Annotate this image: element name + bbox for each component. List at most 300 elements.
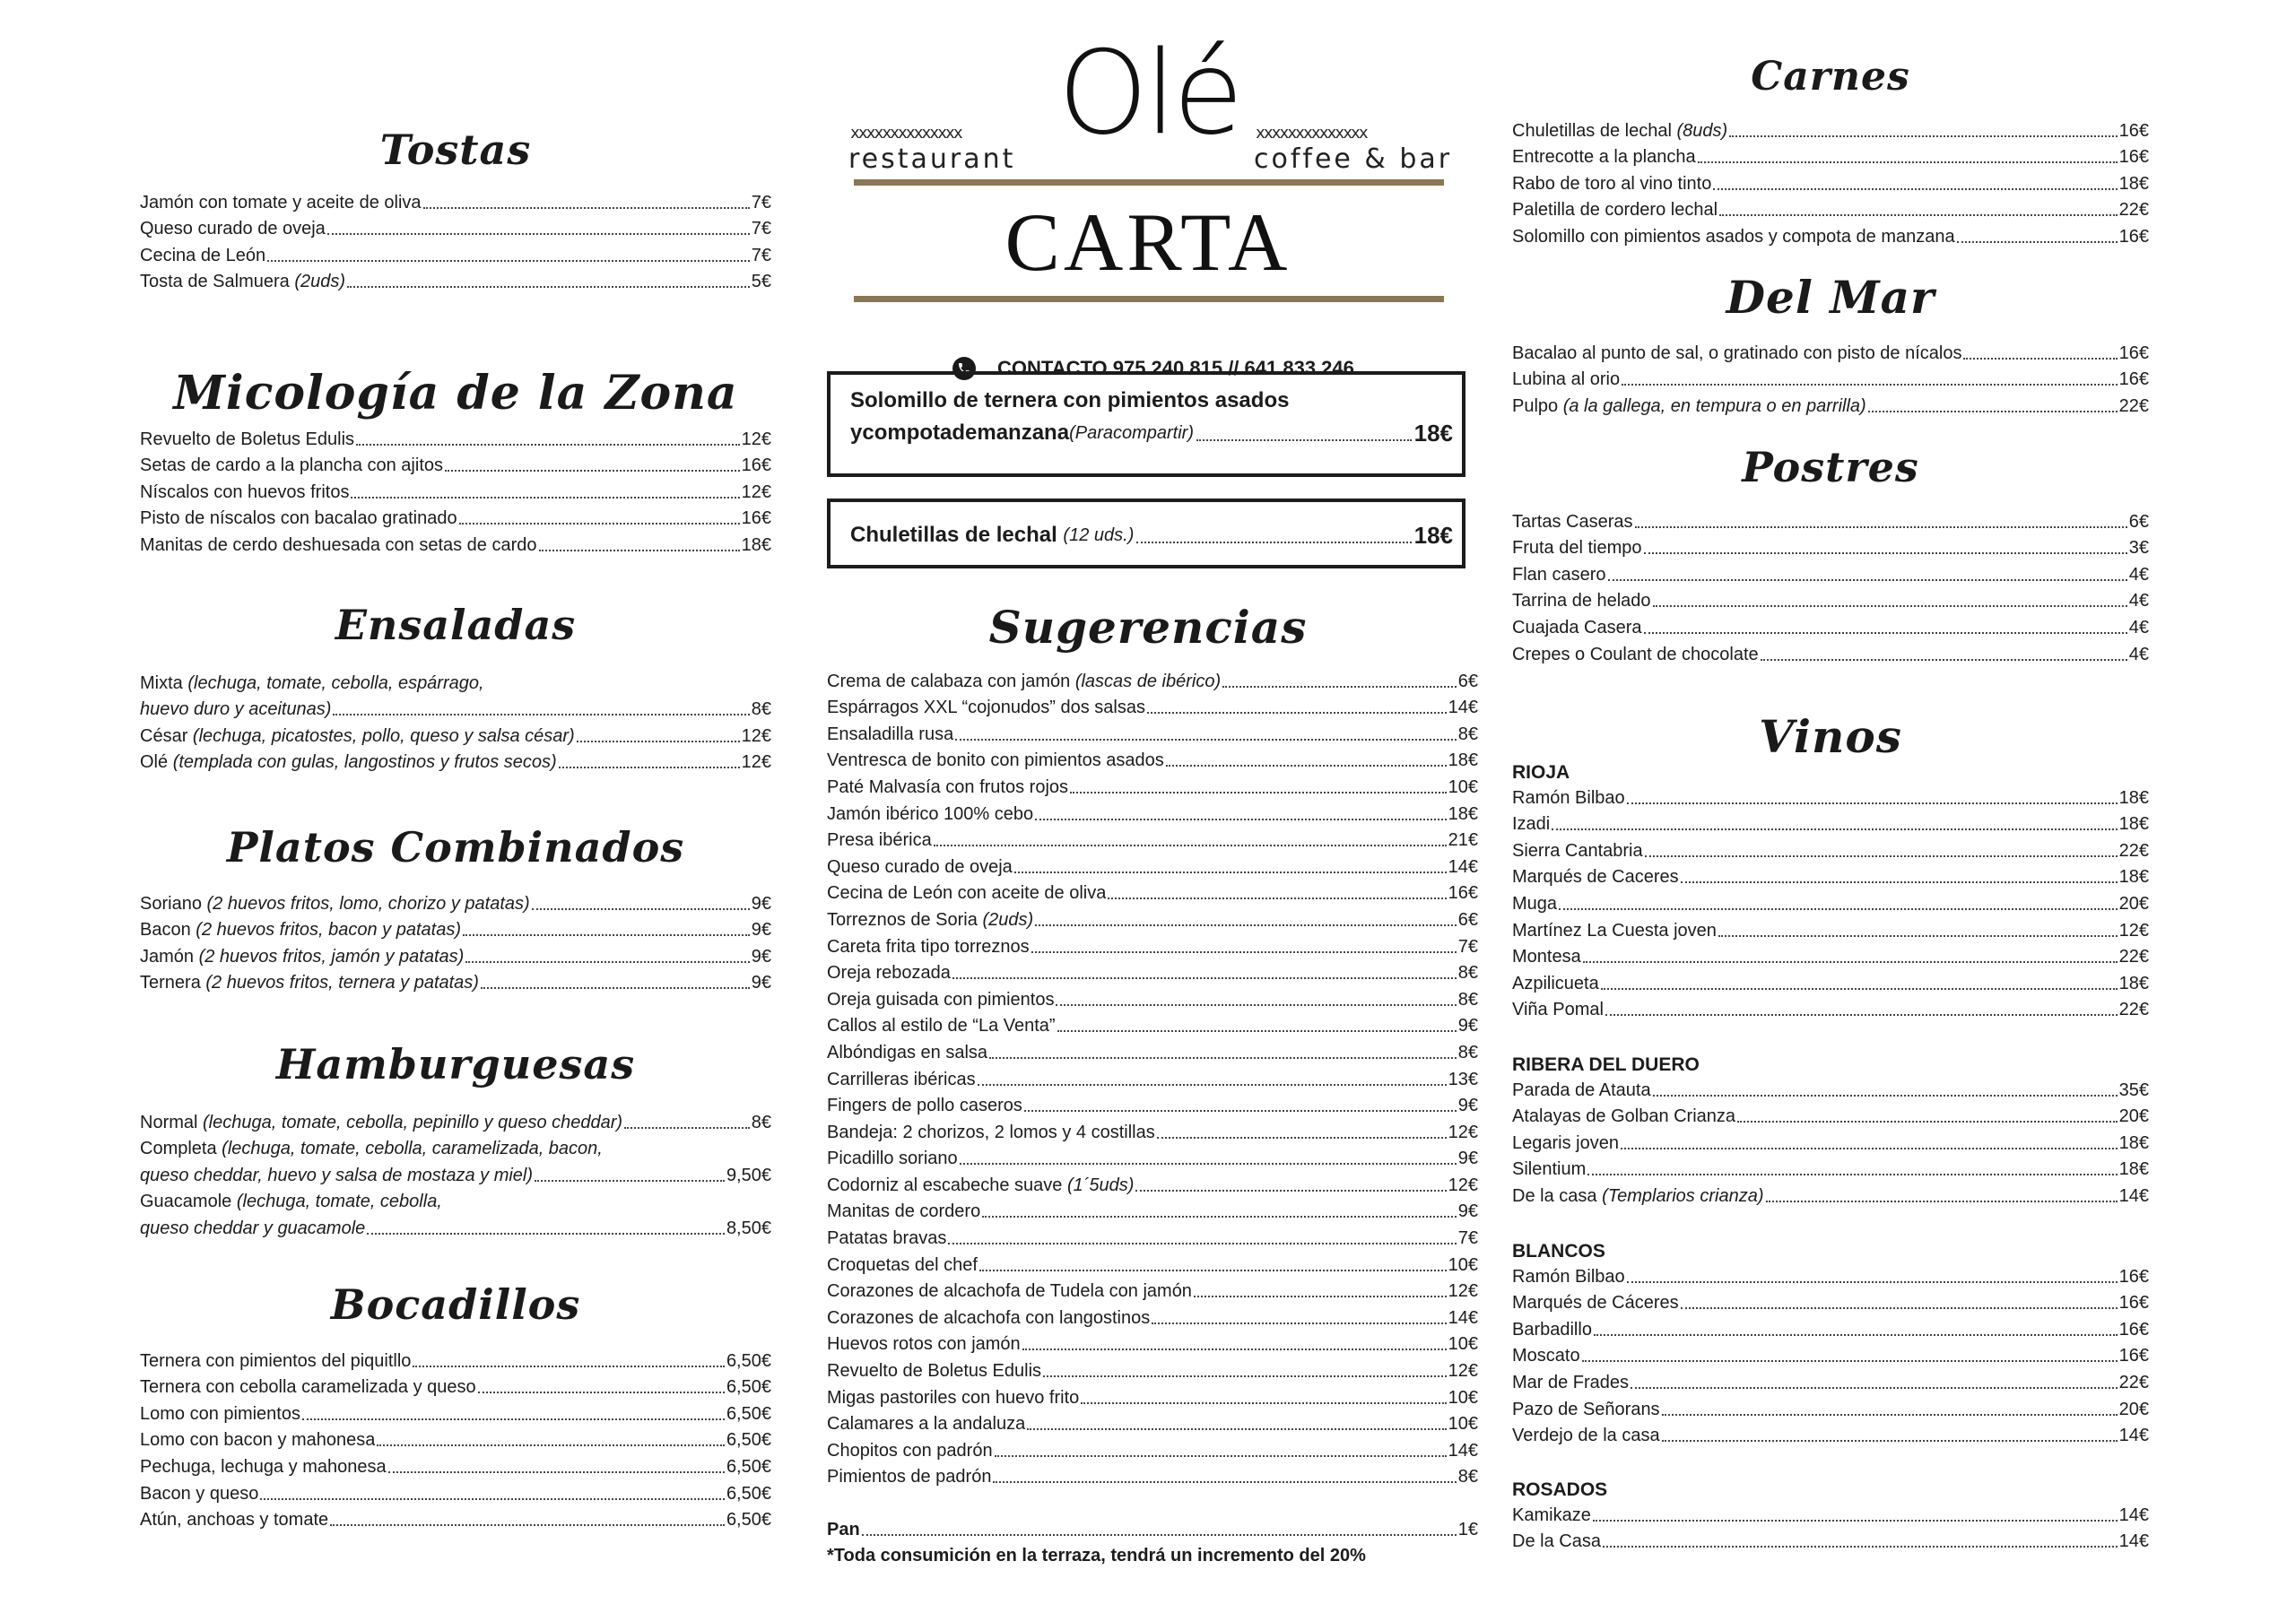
menu-item-name: Flan casero xyxy=(1512,564,1606,585)
menu-item xyxy=(140,888,771,915)
hamburguesas-list xyxy=(140,1106,771,1239)
leader-dots xyxy=(577,740,740,742)
leader-dots xyxy=(960,1162,1457,1165)
menu-item-desc: (2uds) xyxy=(294,272,346,292)
leader-dots xyxy=(1621,1147,2118,1149)
menu-item-name: Ventresca de bonito con pimientos asados xyxy=(827,750,1164,771)
leader-dots xyxy=(948,1242,1456,1244)
menu-item-name: Paletilla de cordero lechal xyxy=(1512,200,1718,221)
menu-item-name: De la casa (Templarios crianza) xyxy=(1512,1185,1764,1206)
menu-item-name: Martínez La Cuesta joven xyxy=(1512,920,1717,941)
menu-item-name: Soriano (2 huevos fritos, lomo, chorizo y patatas) xyxy=(140,893,530,914)
menu-item-price: 16€ xyxy=(2118,226,2149,247)
menu-item-price: 20€ xyxy=(2118,1399,2149,1419)
leader-dots xyxy=(1645,854,2118,857)
leader-dots xyxy=(1868,410,2118,412)
featured-name: Solomillo de ternera con pimientos asados xyxy=(850,388,1290,412)
menu-item xyxy=(827,1169,1478,1196)
menu-item-price: 16€ xyxy=(2118,1346,2149,1366)
menu-item-price: 18€ xyxy=(2118,1132,2149,1153)
menu-item-name: Revuelto de Boletus Edulis xyxy=(140,429,355,449)
leader-dots xyxy=(995,1454,1447,1457)
menu-item-desc: (lechuga, picatostes, pollo, queso y salsa césar) xyxy=(192,725,575,746)
menu-item-price: 14€ xyxy=(2118,1426,2149,1446)
menu-item: Normal (lechuga, tomate, cebolla, pepinillo y queso cheddar) 8€ xyxy=(140,1112,771,1132)
section-title-sugerencias: Sugerencias xyxy=(988,601,1308,654)
menu-item-name: De la Casa xyxy=(1512,1531,1601,1552)
menu-item-name: Migas pastoriles con huevo frito xyxy=(827,1387,1080,1408)
menu-item-price: 10€ xyxy=(1448,1254,1478,1275)
leader-dots xyxy=(624,1126,750,1129)
menu-item xyxy=(827,931,1478,958)
menu-item-price: 3€ xyxy=(2128,538,2149,559)
leader-dots xyxy=(535,1179,725,1182)
menu-item-name: Fruta del tiempo xyxy=(1512,538,1642,559)
wine-head-ribera: RIBERA DEL DUERO xyxy=(1512,1054,1700,1075)
logo xyxy=(827,27,1469,379)
leader-dots xyxy=(1057,1029,1457,1032)
logo-coffee-bar-text: coffee & bar xyxy=(1254,143,1453,175)
menu-item-name: Bacalao al punto de sal, o gratinado con pisto de nícalos xyxy=(1512,343,1962,363)
leader-dots xyxy=(989,1056,1457,1059)
menu-item-price: 22€ xyxy=(2118,1000,2149,1020)
leader-dots xyxy=(1662,1413,2118,1416)
menu-item xyxy=(140,529,771,556)
menu-item-name: Lomo con bacon y mahonesa xyxy=(140,1430,376,1451)
menu-item xyxy=(827,1249,1478,1276)
menu-item xyxy=(140,747,771,774)
menu-item-price: 12€ xyxy=(1448,1281,1478,1302)
menu-item-price: 6,50€ xyxy=(726,1430,771,1451)
leader-dots xyxy=(367,1232,725,1235)
menu-item-name: Paté Malvasía con frutos rojos xyxy=(827,776,1069,797)
leader-dots xyxy=(465,960,749,963)
menu-item xyxy=(827,1090,1478,1117)
menu-item-price: 7€ xyxy=(1457,936,1478,957)
menu-item-name: Oreja rebozada xyxy=(827,963,951,984)
menu-item-price: 14€ xyxy=(1448,698,1478,718)
leader-dots xyxy=(1605,1013,2118,1016)
menu-item-price: 14€ xyxy=(1448,1440,1478,1461)
menu-item xyxy=(827,665,1478,692)
leader-dots xyxy=(1729,134,2117,137)
leader-dots xyxy=(1603,1545,2118,1548)
menu-item: queso cheddar y guacamole 8,50€ xyxy=(140,1218,771,1238)
menu-item-name: Codorniz al escabeche suave (1´5uds) xyxy=(827,1175,1135,1195)
menu-item-price: 18€ xyxy=(2118,173,2149,194)
leader-dots xyxy=(1043,1375,1447,1377)
menu-item-name: Izadi xyxy=(1512,814,1551,835)
menu-item-price: 6€ xyxy=(1457,671,1478,691)
menu-item-name: Manitas de cerdo deshuesada con setas de cardo xyxy=(140,534,537,555)
menu-item-name: Queso curado de oveja xyxy=(140,219,326,239)
menu-item xyxy=(827,771,1478,798)
ribera-list xyxy=(1512,1074,2149,1207)
menu-item-name: Legaris joven xyxy=(1512,1132,1619,1153)
leader-dots xyxy=(459,522,740,525)
menu-item-price: 16€ xyxy=(2118,147,2149,168)
leader-dots xyxy=(327,232,750,235)
leader-dots xyxy=(1035,818,1446,820)
leader-dots xyxy=(1681,1306,2118,1309)
menu-item xyxy=(827,1461,1478,1488)
menu-item-price: 8€ xyxy=(1457,724,1478,744)
menu-item-name: Corazones de alcachofa de Tudela con jamón xyxy=(827,1281,1192,1302)
menu-item-name: Sierra Cantabria xyxy=(1512,840,1643,861)
leader-dots xyxy=(463,933,750,936)
leader-dots xyxy=(445,469,740,472)
combinados-list xyxy=(140,888,771,993)
menu-item xyxy=(1512,1261,2149,1288)
leader-dots xyxy=(862,1533,1457,1536)
leader-dots xyxy=(934,844,1447,846)
menu-item-price: 22€ xyxy=(2118,200,2149,221)
menu-item xyxy=(1512,994,2149,1021)
menu-item xyxy=(1512,1314,2149,1340)
featured-name: ycompotademanzana xyxy=(850,421,1070,445)
leader-dots xyxy=(1027,1427,1446,1430)
carnes-list xyxy=(1512,115,2149,247)
menu-item-name: Pisto de níscalos con bacalao gratinado xyxy=(140,508,457,529)
menu-item-name: Pulpo (a la gallega, en tempura o en parrilla) xyxy=(1512,395,1866,416)
leader-dots xyxy=(478,1391,725,1393)
menu-item xyxy=(827,692,1478,719)
menu-item-price: 10€ xyxy=(1448,1387,1478,1408)
menu-item-name: Oreja guisada con pimientos xyxy=(827,989,1055,1010)
menu-item-name: Calamares a la andaluza xyxy=(827,1414,1026,1435)
menu-item-name: Lubina al orio xyxy=(1512,369,1621,390)
menu-item xyxy=(1512,809,2149,836)
featured-price: 18€ xyxy=(1413,420,1453,447)
menu-item-name: Cecina de León con aceite de oliva xyxy=(827,883,1107,904)
leader-dots xyxy=(1194,1295,1447,1297)
menu-item-name: Ternera con pimientos del piquitllo xyxy=(140,1350,412,1371)
leader-dots xyxy=(388,1470,725,1473)
menu-item-desc: (2 huevos fritos, ternera y patatas) xyxy=(205,973,479,993)
section-title-delmar: Del Mar xyxy=(1726,271,1935,324)
menu-item-name: Chuletillas de lechal (8uds) xyxy=(1512,120,1728,141)
leader-dots xyxy=(1157,1136,1447,1139)
menu-item-price: 4€ xyxy=(2128,564,2149,585)
menu-item xyxy=(827,1355,1478,1382)
menu-item: huevo duro y aceitunas) 8€ xyxy=(140,699,771,720)
menu-item-price: 6,50€ xyxy=(726,1350,771,1371)
featured-price: 18€ xyxy=(1413,522,1453,549)
leader-dots xyxy=(979,1269,1447,1271)
leader-dots xyxy=(1766,1200,2118,1202)
wine-head-rosados: ROSADOS xyxy=(1512,1479,1608,1500)
menu-item xyxy=(140,450,771,477)
featured-desc: (Paracompartir) xyxy=(1069,423,1194,443)
menu-item-desc: (templada con gulas, langostinos y frutos secos) xyxy=(172,752,557,773)
menu-item-name: Entrecotte a la plancha xyxy=(1512,147,1696,168)
menu-item xyxy=(1512,195,2149,221)
leader-dots xyxy=(1024,1109,1457,1112)
menu-item-name: Pechuga, lechuga y mahonesa xyxy=(140,1456,387,1477)
menu-item xyxy=(1512,533,2149,559)
leader-dots xyxy=(1737,1120,2118,1123)
leader-dots xyxy=(982,1215,1457,1218)
leader-dots xyxy=(1594,1333,2118,1336)
menu-item xyxy=(1512,364,2149,391)
menu-item-name: Kamikaze xyxy=(1512,1505,1591,1525)
menu-item-price: 9€ xyxy=(751,973,771,993)
menu-item xyxy=(1512,1499,2149,1526)
menu-item-price: 14€ xyxy=(1448,856,1478,877)
leader-dots xyxy=(481,986,750,989)
gold-divider-top xyxy=(854,179,1444,186)
menu-item-name: Viña Pomal xyxy=(1512,1000,1604,1020)
menu-item-price: 12€ xyxy=(741,429,771,449)
leader-dots xyxy=(1582,1359,2118,1362)
menu-item-price: 20€ xyxy=(2118,1106,2149,1127)
menu-item-price: 6,50€ xyxy=(726,1403,771,1424)
menu-item-price: 9€ xyxy=(1457,1201,1478,1222)
menu-item-price: 4€ xyxy=(2128,644,2149,664)
leader-dots xyxy=(1014,871,1447,873)
featured-desc: (12 uds.) xyxy=(1063,525,1135,545)
menu-item-name: Barbadillo xyxy=(1512,1319,1592,1340)
menu-item-price: 16€ xyxy=(1448,883,1478,904)
menu-item xyxy=(1512,585,2149,612)
menu-item-price: 6€ xyxy=(2128,511,2149,532)
menu-item xyxy=(1512,862,2149,889)
menu-item-desc: (2 huevos fritos, jamón y patatas) xyxy=(198,946,465,967)
leader-dots xyxy=(413,1365,725,1367)
menu-item xyxy=(1512,835,2149,862)
menu-item xyxy=(1512,1154,2149,1181)
menu-item xyxy=(827,1222,1478,1249)
leader-dots xyxy=(1056,1003,1456,1006)
menu-item-name: Marqués de Caceres xyxy=(1512,867,1679,888)
leader-dots xyxy=(1627,1280,2118,1283)
menu-item-name: Fingers de pollo caseros xyxy=(827,1096,1022,1116)
leader-dots xyxy=(1681,880,2118,883)
menu-item-price: 8€ xyxy=(1457,963,1478,984)
menu-item-name: Pazo de Señorans xyxy=(1512,1399,1660,1419)
menu-item-price: 12€ xyxy=(2118,920,2149,941)
menu-item-price: 7€ xyxy=(751,219,771,239)
menu-item-price: 18€ xyxy=(2118,814,2149,835)
menu-item-price: 10€ xyxy=(1448,1414,1478,1435)
menu-item-name: Bacon (2 huevos fritos, bacon y patatas) xyxy=(140,920,461,941)
menu-item-price: 9€ xyxy=(751,893,771,914)
menu-item xyxy=(827,745,1478,772)
menu-item xyxy=(1512,1288,2149,1314)
leader-dots xyxy=(1644,631,2127,634)
menu-item-desc: (1´5uds) xyxy=(1066,1175,1135,1195)
leader-dots xyxy=(1031,950,1457,953)
menu-item xyxy=(827,1196,1478,1223)
leader-dots xyxy=(1644,551,2127,554)
menu-item xyxy=(140,941,771,967)
menu-item xyxy=(827,1063,1478,1090)
menu-item-price: 22€ xyxy=(2118,395,2149,416)
menu-item xyxy=(827,1036,1478,1063)
menu-item-name: Ternera con cebolla caramelizada y queso xyxy=(140,1377,476,1398)
menu-item xyxy=(1512,142,2149,169)
menu-item xyxy=(827,1116,1478,1143)
menu-item-price: 8€ xyxy=(1457,1467,1478,1487)
rosados-list xyxy=(1512,1499,2149,1552)
leader-dots xyxy=(952,976,1457,979)
menu-item-desc: (2 huevos fritos, bacon y patatas) xyxy=(196,920,461,941)
menu-item xyxy=(140,915,771,941)
bocadillos-list xyxy=(140,1345,771,1531)
leader-dots xyxy=(1635,525,2127,528)
leader-dots xyxy=(1761,658,2127,661)
leader-dots xyxy=(347,285,750,288)
leader-dots xyxy=(1196,438,1412,441)
menu-item-price: 6,50€ xyxy=(726,1510,771,1531)
section-title-micologia: Micología de la Zona xyxy=(173,366,738,421)
menu-item-price: 9€ xyxy=(751,920,771,941)
menu-item xyxy=(827,904,1478,931)
menu-item xyxy=(1512,559,2149,585)
menu-item: Mixta (lechuga, tomate, cebolla, espárrago, xyxy=(140,672,484,693)
menu-item xyxy=(140,720,771,747)
leader-dots xyxy=(351,496,739,499)
featured-box-solomillo xyxy=(827,371,1465,477)
tostas-list xyxy=(140,186,771,292)
section-title-vinos: Vinos xyxy=(1759,710,1902,763)
menu-item-name: Queso curado de oveja xyxy=(827,856,1013,877)
leader-dots xyxy=(1963,357,2117,360)
menu-item-price: 16€ xyxy=(2118,1293,2149,1314)
menu-item xyxy=(827,1143,1478,1170)
leader-dots xyxy=(1147,711,1447,714)
leader-dots xyxy=(1662,1439,2118,1442)
menu-item-name: Albóndigas en salsa xyxy=(827,1042,988,1062)
menu-item xyxy=(827,1010,1478,1037)
leader-dots xyxy=(333,713,749,715)
leader-dots xyxy=(1222,685,1457,688)
menu-item-price: 18€ xyxy=(2118,1159,2149,1180)
menu-item-name: Moscato xyxy=(1512,1346,1580,1366)
leader-dots xyxy=(559,766,740,768)
menu-item-name: Solomillo con pimientos asados y compota de manzana xyxy=(1512,226,1955,247)
menu-item-price: 7€ xyxy=(751,192,771,212)
micologia-list xyxy=(140,423,771,556)
menu-item-price: 7€ xyxy=(1457,1228,1478,1249)
menu-item-price: 16€ xyxy=(741,455,771,476)
menu-item-name: Espárragos XXL “cojonudos” dos salsas xyxy=(827,698,1145,718)
menu-item xyxy=(1512,888,2149,915)
menu-item-price: 12€ xyxy=(741,481,771,502)
menu-item xyxy=(140,266,771,293)
menu-item xyxy=(1512,1074,2149,1101)
menu-item-name: Carrilleras ibéricas xyxy=(827,1069,976,1089)
menu-item-name: Chopitos con padrón xyxy=(827,1440,993,1461)
logo-ole: Olé xyxy=(1057,27,1240,160)
menu-item-price: 22€ xyxy=(2118,840,2149,861)
menu-item-name: Callos al estilo de “La Venta” xyxy=(827,1016,1056,1036)
menu-item-name: Croquetas del chef xyxy=(827,1254,978,1275)
menu-item xyxy=(827,851,1478,878)
menu-item xyxy=(1512,941,2149,968)
menu-item-name: Cuajada Casera xyxy=(1512,617,1642,637)
menu-item xyxy=(1512,967,2149,994)
menu-item-desc: (lascas de ibérico) xyxy=(1074,671,1222,691)
menu-item: Guacamole (lechuga, tomate, cebolla, xyxy=(140,1192,442,1212)
contact-phones: CONTACTO 975 240 815 // 641 833 246 xyxy=(997,357,1354,379)
menu-item xyxy=(140,1425,771,1452)
featured-name: Chuletillas de lechal xyxy=(850,523,1057,547)
menu-item-name: Crema de calabaza con jamón (lascas de ibérico) xyxy=(827,671,1222,691)
menu-item-name: Montesa xyxy=(1512,947,1581,967)
menu-item-name: Níscalos con huevos fritos xyxy=(140,481,350,502)
menu-item xyxy=(140,967,771,994)
menu-item: queso cheddar, huevo y salsa de mostaza y miel) 9,50€ xyxy=(140,1165,771,1185)
menu-item xyxy=(140,503,771,530)
menu-item-price: 13€ xyxy=(1448,1069,1478,1089)
leader-dots xyxy=(1601,987,2118,990)
leader-dots xyxy=(1022,1348,1447,1350)
menu-item-price: 16€ xyxy=(2118,343,2149,363)
menu-item-price: 14€ xyxy=(2118,1531,2149,1552)
menu-item xyxy=(1512,1393,2149,1420)
leader-dots xyxy=(1166,764,1447,767)
menu-item-desc: (8uds) xyxy=(1676,120,1728,141)
menu-item-name: Lomo con pimientos xyxy=(140,1403,300,1424)
menu-item-price: 18€ xyxy=(741,534,771,555)
menu-item-name: Jamón ibérico 100% cebo xyxy=(827,803,1034,824)
menu-item xyxy=(1512,337,2149,364)
menu-item-name: Presa ibérica xyxy=(827,830,932,851)
menu-item-price: 9€ xyxy=(751,946,771,967)
menu-item xyxy=(140,239,771,266)
menu-item-name: Jamón con tomate y aceite de oliva xyxy=(140,192,422,212)
menu-item-price: 20€ xyxy=(2118,893,2149,914)
menu-item-price: 14€ xyxy=(1448,1307,1478,1328)
menu-item-price: 16€ xyxy=(741,508,771,529)
leader-dots xyxy=(1957,240,2118,243)
menu-item xyxy=(1512,115,2149,142)
menu-item-name: Ramón Bilbao xyxy=(1512,787,1625,808)
menu-item xyxy=(1512,915,2149,941)
menu-item-desc: (2 huevos fritos, lomo, chorizo y patatas) xyxy=(206,893,530,914)
leader-dots xyxy=(1152,1322,1446,1324)
leader-dots xyxy=(978,1083,1447,1086)
leader-dots xyxy=(1698,160,2118,163)
leader-dots xyxy=(1653,1094,2118,1097)
menu-item-name: Tarrina de helado xyxy=(1512,591,1651,611)
menu-item-name: Verdejo de la casa xyxy=(1512,1426,1660,1446)
menu-item xyxy=(1512,1420,2149,1447)
delmar-list xyxy=(1512,337,2149,417)
menu-item-name: Bandeja: 2 chorizos, 2 lomos y 4 costillas xyxy=(827,1122,1155,1142)
sugerencias-list xyxy=(827,665,1478,1487)
menu-item-price: 9€ xyxy=(1457,1096,1478,1116)
gold-divider-bottom xyxy=(854,296,1444,302)
section-title-bocadillos: Bocadillos xyxy=(330,1280,581,1329)
menu-item xyxy=(140,1451,771,1478)
leader-dots xyxy=(993,1480,1456,1483)
menu-item-price: 12€ xyxy=(741,725,771,746)
leader-dots xyxy=(955,738,1457,741)
menu-item xyxy=(827,878,1478,905)
menu-item xyxy=(827,798,1478,825)
menu-item-price: 6,50€ xyxy=(726,1483,771,1504)
menu-item-price: 18€ xyxy=(2118,867,2149,888)
leader-dots xyxy=(1552,828,2117,830)
leader-dots xyxy=(356,443,740,446)
leader-dots xyxy=(1713,187,2117,190)
menu-item xyxy=(827,1302,1478,1329)
menu-item xyxy=(1512,1180,2149,1207)
menu-item-price: 18€ xyxy=(2118,973,2149,993)
menu-item-price: 21€ xyxy=(1448,830,1478,851)
